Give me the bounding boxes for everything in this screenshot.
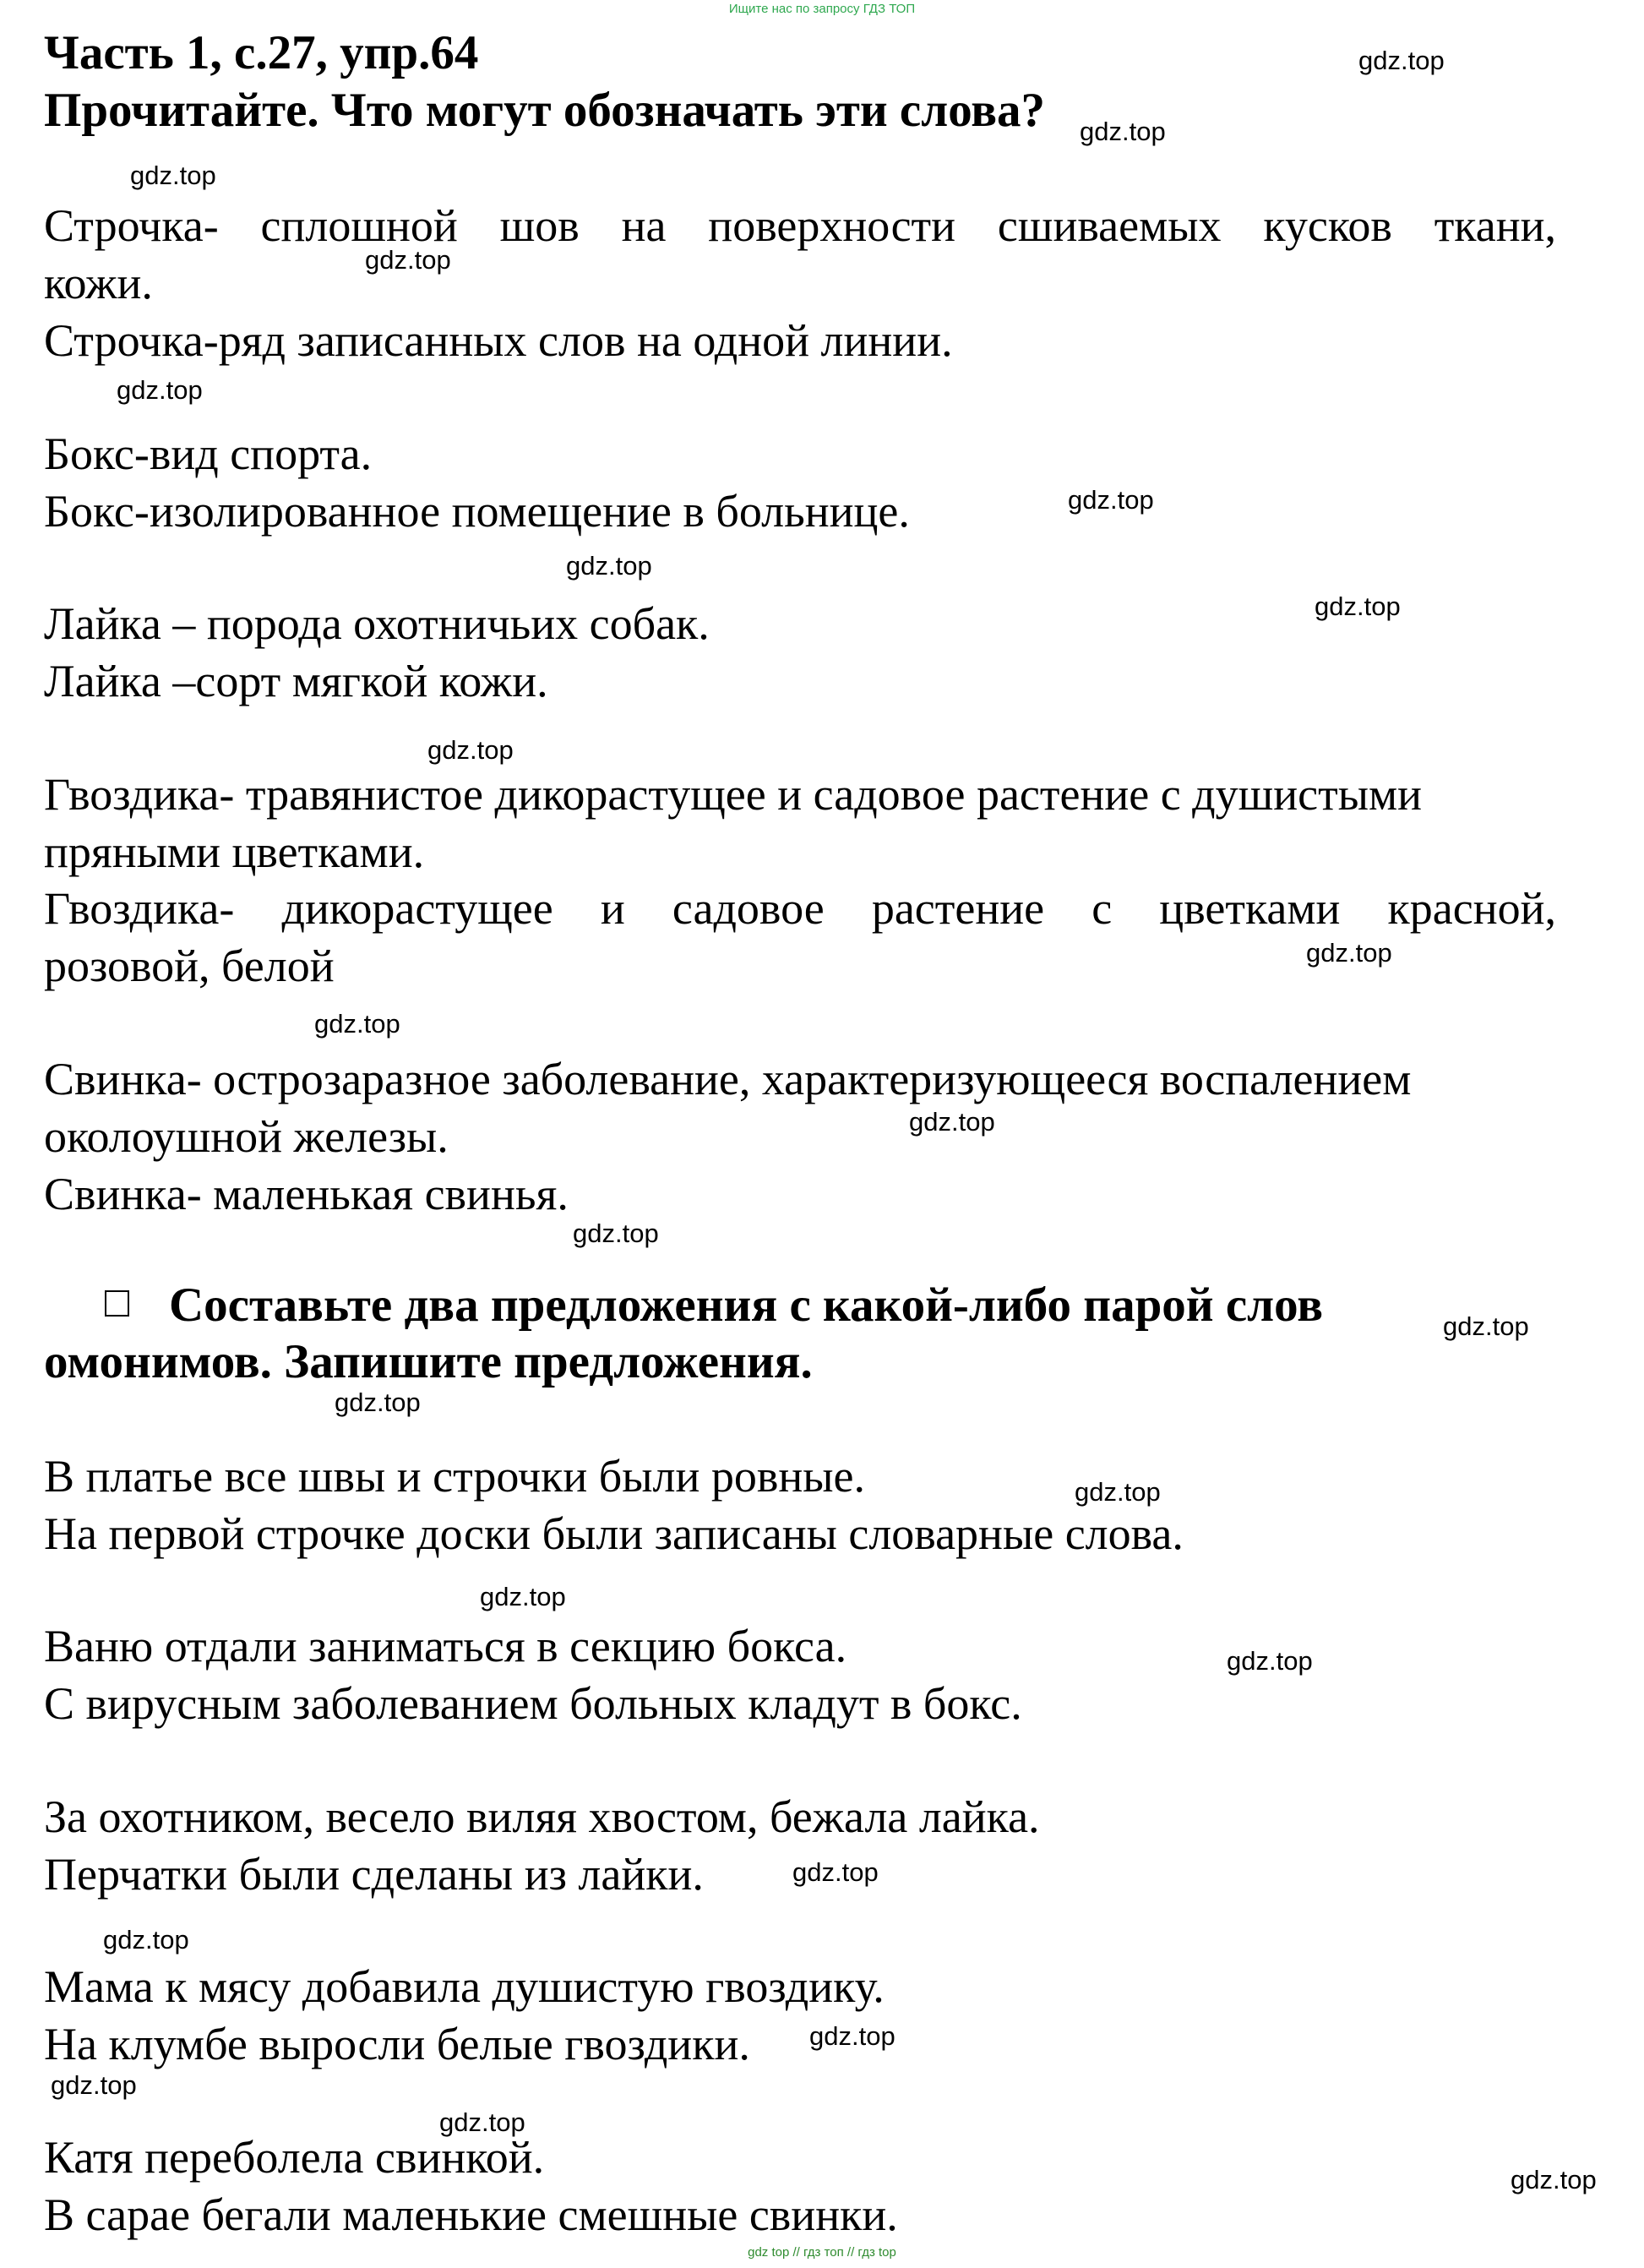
definition-line: пряными цветками. [44, 826, 425, 877]
task-1-heading: Прочитайте. Что могут обозначать эти слова? [44, 84, 1046, 137]
watermark: gdz.top [1080, 117, 1166, 146]
definition-line: кожи. [44, 258, 153, 308]
page-title: Часть 1, с.27, упр.64 [44, 26, 479, 79]
watermark: gdz.top [103, 1925, 189, 1955]
sentence-line: За охотником, весело виляя хвостом, бежала лайка. [44, 1791, 1040, 1842]
watermark: gdz.top [335, 1388, 421, 1417]
task-checkbox-icon [105, 1290, 129, 1317]
definition-line: Свинка- острозаразное заболевание, характеризующееся воспалением [44, 1054, 1412, 1104]
watermark: gdz.top [439, 2107, 525, 2137]
watermark: gdz.top [792, 1857, 879, 1887]
definition-line: Гвоздика- травянистое дикорастущее и садовое растение с душистыми [44, 769, 1423, 820]
definition-line: Гвоздика- дикорастущее и садовое растение с цветками красной, [44, 883, 1556, 934]
definition-line: Бокс-вид спорта. [44, 428, 373, 479]
watermark: gdz.top [573, 1219, 659, 1248]
watermark: gdz.top [365, 245, 451, 275]
footer-note: gdz top // гдз топ // гдз top [748, 2245, 896, 2260]
watermark: gdz.top [117, 375, 203, 405]
definition-line: Строчка- сплошной шов на поверхности сшиваемых кусков ткани, [44, 200, 1556, 251]
watermark: gdz.top [1511, 2165, 1597, 2194]
sentence-line: На клумбе выросли белые гвоздики. [44, 2019, 750, 2069]
definition-line: Свинка- маленькая свинья. [44, 1169, 569, 1219]
watermark: gdz.top [1068, 485, 1154, 515]
sentence-line: В сарае бегали маленькие смешные свинки. [44, 2189, 898, 2240]
watermark: gdz.top [51, 2070, 137, 2100]
watermark: gdz.top [1358, 46, 1445, 75]
definition-line: розовой, белой [44, 940, 335, 991]
task-2-heading-line2: омонимов. Запишите предложения. [44, 1335, 813, 1388]
watermark: gdz.top [427, 735, 514, 765]
sentence-line: С вирусным заболеванием больных кладут в бокс. [44, 1678, 1022, 1729]
definition-line: Лайка –сорт мягкой кожи. [44, 656, 548, 706]
sentence-line: Перчатки были сделаны из лайки. [44, 1849, 704, 1900]
watermark: gdz.top [130, 161, 216, 190]
definition-line: околоушной железы. [44, 1111, 449, 1162]
watermark: gdz.top [1227, 1646, 1313, 1676]
sentence-line: Ваню отдали заниматься в секцию бокса. [44, 1621, 847, 1671]
watermark: gdz.top [1306, 938, 1392, 968]
definition-line: Строчка-ряд записанных слов на одной линии. [44, 315, 953, 366]
watermark: gdz.top [480, 1582, 566, 1611]
definition-line: Лайка – порода охотничьих собак. [44, 598, 710, 649]
watermark: gdz.top [1443, 1311, 1529, 1341]
watermark: gdz.top [1315, 592, 1401, 621]
watermark: gdz.top [909, 1107, 995, 1137]
watermark: gdz.top [566, 551, 652, 581]
watermark: gdz.top [1075, 1477, 1161, 1507]
watermark: gdz.top [314, 1009, 400, 1039]
definition-line: Бокс-изолированное помещение в больнице. [44, 486, 910, 537]
watermark: gdz.top [809, 2021, 895, 2051]
sentence-line: Катя переболела свинкой. [44, 2132, 545, 2183]
sentence-line: На первой строчке доски были записаны словарные слова. [44, 1508, 1184, 1559]
task-2-heading-line1: Составьте два предложения с какой-либо парой слов [169, 1278, 1323, 1332]
sentence-line: Мама к мясу добавила душистую гвоздику. [44, 1961, 885, 2012]
sentence-line: В платье все швы и строчки были ровные. [44, 1451, 866, 1502]
top-search-note: Ищите нас по запросу ГДЗ ТОП [728, 2, 916, 16]
